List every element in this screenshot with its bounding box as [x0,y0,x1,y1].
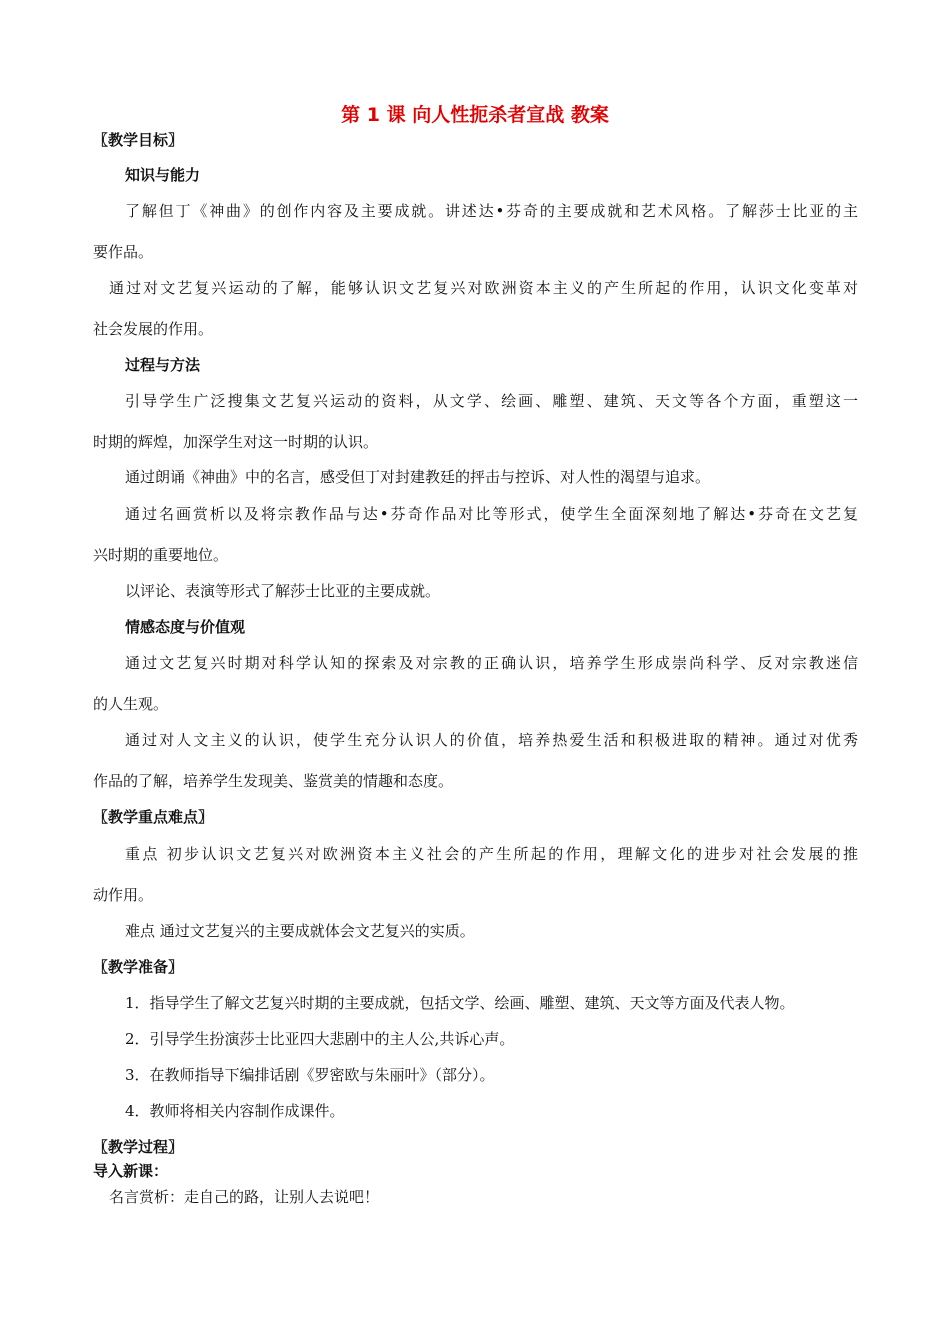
process-paragraph-3-cont: 兴时期的重要地位。 [93,546,229,564]
preparation-item-2: 2．引导学生扮演莎士比亚四大悲剧中的主人公,共诉心声。 [125,1030,515,1048]
knowledge-paragraph-1-cont: 要作品。 [93,243,154,261]
knowledge-paragraph-2: 通过对文艺复兴运动的了解，能够认识文艺复兴对欧洲资本主义的产生所起的作用，认识文化变革对 [109,279,858,297]
process-section-heading: 〖教学过程〗 [93,1138,184,1156]
preparation-item-1: 1．指导学生了解文艺复兴时期的主要成就，包括文学、绘画、雕塑、建筑、天文等方面及代表人物。 [125,994,795,1012]
key-point-paragraph-cont: 动作用。 [93,886,154,904]
process-paragraph-4: 以评论、表演等形式了解莎士比亚的主要成就。 [125,582,441,600]
objectives-heading: 〖教学目标〗 [93,131,184,149]
process-paragraph-1-cont: 时期的辉煌，加深学生对这一时期的认识。 [93,433,379,451]
process-paragraph-1: 引导学生广泛搜集文艺复兴运动的资料，从文学、绘画、雕塑、建筑、天文等各个方面，重塑这一 [125,392,858,410]
knowledge-paragraph-2-cont: 社会发展的作用。 [93,320,214,338]
preparation-item-3: 3．在教师指导下编排话剧《罗密欧与朱丽叶》（部分）。 [125,1066,495,1084]
preparation-heading: 〖教学准备〗 [93,958,184,976]
process-heading: 过程与方法 [125,356,201,374]
key-point-paragraph: 重点 初步认识文艺复兴对欧洲资本主义社会的产生所起的作用，理解文化的进步对社会发展的推 [125,845,858,863]
preparation-item-4: 4．教师将相关内容制作成课件。 [125,1102,345,1120]
process-paragraph-2: 通过朗诵《神曲》中的名言，感受但丁对封建教廷的抨击与控诉、对人性的渴望与追求。 [125,468,711,486]
difficult-point-paragraph: 难点 通过文艺复兴的主要成就体会文艺复兴的实质。 [125,922,475,940]
knowledge-heading: 知识与能力 [125,166,201,184]
emotion-paragraph-2-cont: 作品的了解，培养学生发现美、鉴赏美的情趣和态度。 [93,772,454,790]
document-title: 第 1 课 向人性扼杀者宣战 教案 [341,104,609,126]
intro-heading: 导入新课： [93,1162,169,1180]
emotion-paragraph-2: 通过对人文主义的认识，使学生充分认识人的价值，培养热爱生活和积极进取的精神。通过对优秀 [125,731,858,749]
key-points-heading: 〖教学重点难点〗 [93,808,214,826]
process-paragraph-3: 通过名画赏析以及将宗教作品与达•芬奇作品对比等形式，使学生全面深刻地了解达•芬奇在文艺复 [125,505,858,523]
emotion-paragraph-1-cont: 的人生观。 [93,695,169,713]
emotion-heading: 情感态度与价值观 [125,618,246,636]
knowledge-paragraph-1: 了解但丁《神曲》的创作内容及主要成就。讲述达•芬奇的主要成就和艺术风格。了解莎士比亚的主 [125,202,858,220]
emotion-paragraph-1: 通过文艺复兴时期对科学认知的探索及对宗教的正确认识，培养学生形成崇尚科学、反对宗教迷信 [125,654,858,672]
quote-line: 名言赏析：走自己的路，让别人去说吧！ [109,1188,380,1206]
